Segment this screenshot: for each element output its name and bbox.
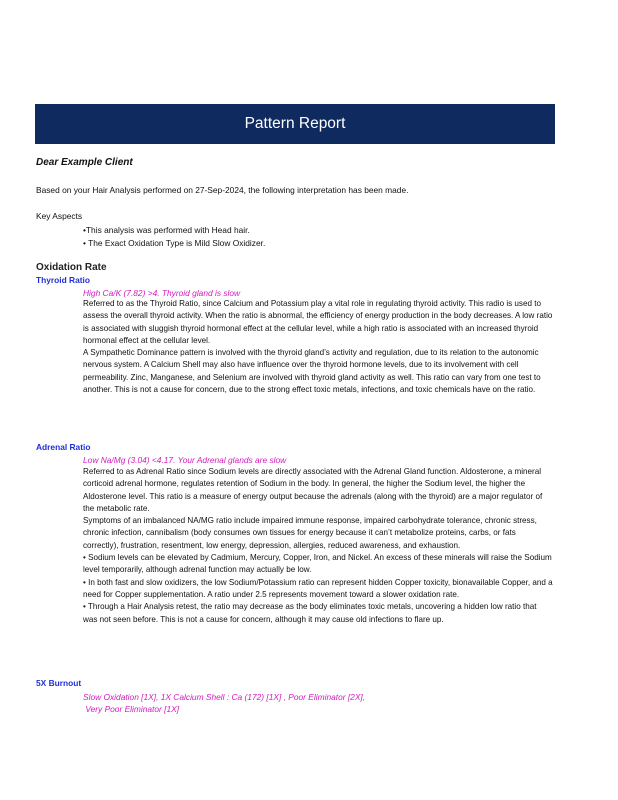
burnout-finding: Very Poor Eliminator [1X] bbox=[83, 704, 180, 714]
adrenal-paragraph: Referred to as Adrenal Ratio since Sodium levels are directly associated with the Adrenal Gland function. Aldosterone, a mineral corticoid adrenal hormone, regulates retention of Sodium in the body. In general, the higher the Sodium level, the higher the Aldosterone level. This ratio is a measure of energy output because the adrenals (along with the thyroid) are a major regulator of the metabolic rate. bbox=[83, 467, 543, 513]
adrenal-paragraph: • Through a Hair Analysis retest, the ratio may decrease as the body eliminates toxic metals, uncovering a hidden low ratio that was not seen before. This is not a cause for concern, although it may cause old infections to flare up. bbox=[83, 602, 537, 624]
report-title-banner bbox=[35, 104, 555, 144]
burnout-heading: 5X Burnout bbox=[36, 678, 82, 688]
thyroid-paragraph: A Sympathetic Dominance pattern is involved with the thyroid gland’s activity and regulation, due to its relation to the autonomic nervous system. A Calcium Shell may also have influence over the thyroid hormone levels, due to its involvement with cell permeability. Zinc, Manganese, and Selenium are involved with thyroid gland activity as well. This ratio can vary from one test to another. This is not a cause for concern, due to the strong effect toxic metals, infections, and toxic chemicals have on the ratio. bbox=[83, 348, 541, 395]
adrenal-description bbox=[83, 466, 553, 626]
adrenal-paragraph: Symptoms of an imbalanced NA/MG ratio include impaired immune response, impaired carbohydrate tolerance, chronic stress, chronic infection, cannibalism (body consumes own tissues for energy because it can’t metabolize proteins, carbs, or fats correctly), frustration, resentment, low energy, depression, allergies, reduced awareness, and exhaustion. bbox=[83, 516, 537, 550]
key-aspects-title: Key Aspects bbox=[36, 211, 83, 221]
adrenal-finding: Low Na/Mg (3.04) <4.17. Your Adrenal glands are slow bbox=[83, 455, 287, 465]
adrenal-paragraph: • Sodium levels can be elevated by Cadmium, Mercury, Copper, Iron, and Nickel. An excess of these minerals will raise the Sodium level temporarily, although adrenal function may actually be low. bbox=[83, 553, 552, 575]
thyroid-paragraph: Referred to as the Thyroid Ratio, since Calcium and Potassium play a vital role in regulating thyroid activity. This radio is used to assess the overall thyroid activity. When the ratio is abnormal, the efficiency of energy production in the body decreases. A low ratio is associated with sluggish thyroid hormonal effect at the cellular level, while a high ratio is associated with an increased thyroid hormonal effect at the cellular level. bbox=[83, 299, 553, 345]
greeting: Dear Example Client bbox=[36, 157, 133, 168]
thyroid-finding: High Ca/K (7.82) >4. Thyroid gland is slow bbox=[83, 288, 241, 298]
adrenal-paragraph: • In both fast and slow oxidizers, the low Sodium/Potassium ratio can represent hidden Copper toxicity, bionavailable Copper, and a need for Copper supplementation. A ratio under 2.5 represents movement toward a slower oxidation rate. bbox=[83, 577, 553, 599]
report-title: Pattern Report bbox=[244, 115, 346, 132]
key-aspect-item: • The Exact Oxidation Type is Mild Slow Oxidizer. bbox=[83, 238, 266, 248]
thyroid-ratio-heading: Thyroid Ratio bbox=[36, 275, 90, 285]
intro-text: Based on your Hair Analysis performed on 27-Sep-2024, the following interpretation has been made. bbox=[36, 185, 409, 195]
oxidation-rate-heading: Oxidation Rate bbox=[36, 262, 107, 273]
key-aspect-item: •This analysis was performed with Head hair. bbox=[83, 225, 250, 235]
adrenal-ratio-heading: Adrenal Ratio bbox=[36, 442, 91, 452]
burnout-finding: Slow Oxidation [1X], 1X Calcium Shell : Ca (172) [1X] , Poor Eliminator [2X], bbox=[83, 692, 366, 702]
thyroid-description bbox=[83, 298, 553, 396]
